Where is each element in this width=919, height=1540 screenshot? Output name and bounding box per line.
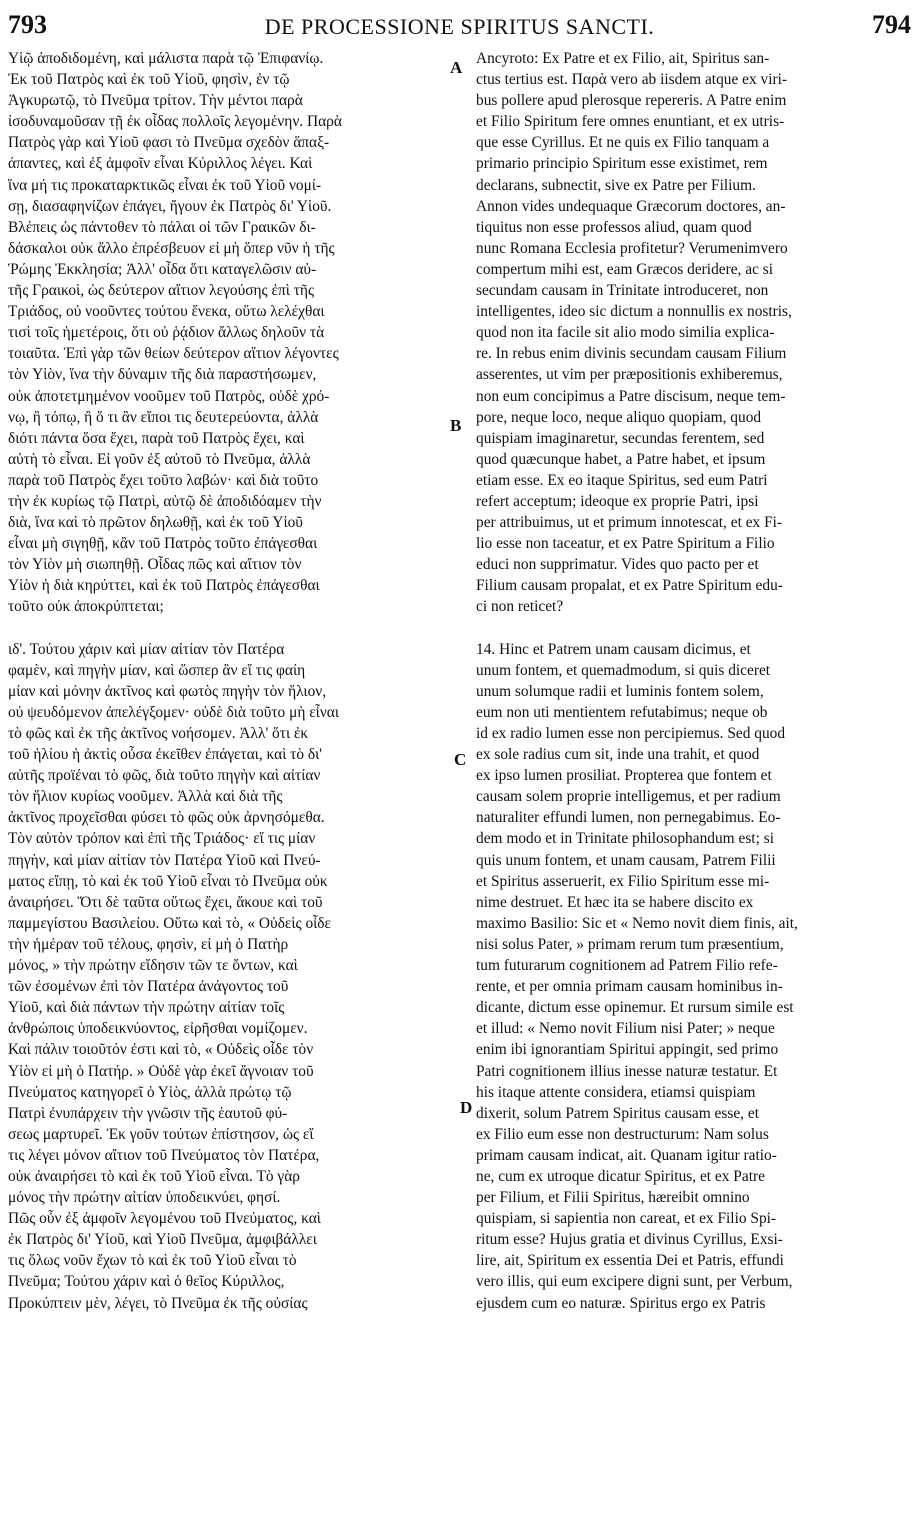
text-line: παμμεγίστου Βασιλείου. Οὕτω καὶ τὸ, « Οὐδεὶς οἶδε [8,914,332,932]
text-line: Τὸν αὐτὸν τρόπον καὶ ἐπὶ τῆς Τριάδος· εἴ τις μίαν [8,830,316,848]
text-line: παρὰ τοῦ Πατρὸς ἔχει τοῦτο λαβών· καὶ διὰ τοῦτο [8,471,319,489]
text-line: ex Filio eum esse non destructurum: Nam solus [476,1125,769,1143]
text-line: ἐκ Πατρὸς δι' Υἱοῦ, καὶ Υἱοῦ Πνεῦμα, ἀμφιβάλλει [8,1231,317,1249]
text-line: quis unum fontem, et unam causam, Patrem Filii [476,851,776,869]
text-line: τὸ φῶς καὶ ἐκ τῆς ἀκτῖνος νοήσομεν. Ἀλλ' ὅτι ἐκ [8,725,309,742]
text-line: asserentes, ut vim per præpositionis exhiberemus, [476,366,783,384]
page-number-left: 793 [8,10,47,39]
text-line: ex ipso lumen prosiliat. Propterea que fontem et [476,767,772,785]
text-line: compertum mihi est, eam Græcos deridere, ac si [476,260,774,278]
text-line: δάσκαλοι οὐκ ἄλλο ἐπρέσβευον εἰ μὴ ὅπερ νῦν ἡ τῆς [8,239,335,257]
text-line: σεως μαρτυρεῖ. Ἐκ γοῦν τούτων ἐπίστησον, ὡς εἴ [8,1125,314,1143]
paragraph-gap [476,618,906,639]
text-line: ejusdem cum eo naturæ. Spiritus ergo ex Patris [476,1294,766,1312]
text-line: enim ibi ignorantiam Spiritui appingit, sed primo [476,1041,779,1059]
text-line: educi non supprimatur. Vides quo pacto per et [476,556,759,574]
text-line: non eum concipimus a Patre discisum, neque tem- [476,387,786,405]
text-line: τῆς Γραικοὶ, ὡς δεύτερον αἴτιον λεγούσης ἐπὶ τῆς [8,282,315,300]
text-line: Πατρὸς γὰρ καὶ Υἱοῦ φασι τὸ Πνεῦμα σχεδὸν ἅπαξ- [8,134,330,152]
text-line: secundam causam in Trinitate introduceret, non [476,282,769,300]
text-line: τις ὅλως νοῦν ἔχων τὸ καὶ ἐκ τοῦ Υἱοῦ εἶναι τὸ [8,1252,297,1270]
text-line: primario principio Spiritum esse existimet, rem [476,155,768,173]
text-line: ctus tertius est. Παρὰ vero ab iisdem atque ex viri- [476,71,788,89]
text-line: Υἱοῦ, καὶ διὰ πάντων τὴν πρώτην αἰτίαν τοῖς [8,999,285,1017]
text-line: διότι πάντα ὅσα ἔχει, παρὰ τοῦ Πατρὸς ἔχει, καὶ [8,429,305,447]
text-line: Ἐκ τοῦ Πατρὸς καὶ ἐκ τοῦ Υἱοῦ, φησὶν, ἐν τῷ [8,71,290,89]
text-line: μόνος τὴν πρώτην αἰτίαν ὑποδεικνύει, φησί. [8,1189,281,1207]
text-line: naturaliter effundi lumen, non pernegabimus. Eo- [476,809,781,827]
text-line: Patri cognitionem illius inesse naturæ testatur. Et [476,1062,778,1080]
text-line: tum futurarum cognitionem ad Patrem Filio refe- [476,957,778,975]
text-line: bus pollere apud plerosque repereris. A Patre enim [476,92,787,110]
text-line: quod non ita facile sit alio modo similia explica- [476,324,775,342]
text-line: τοῦτο οὐκ ἀποκρύπτεται; [8,598,164,616]
text-line: σῃ, διασαφηνίζων ἐπάγει, ἤγουν ἐκ Πατρὸς δι' Υἱοῦ. [8,197,332,215]
text-line: τῶν ἐσομένων ἐπὶ τὸν Πατέρα ἀνάγοντος τοῦ [8,978,289,996]
latin-column [476,48,906,1314]
text-line: ιδ'. Τούτου χάριν καὶ μίαν αἰτίαν τὸν Πατέρα [8,640,285,658]
text-line: id ex radio lumen esse non percipiemus. Sed quod [476,725,786,742]
text-line: τὴν ἐκ κυρίως τῷ Πατρὶ, αὐτῷ δὲ ἀποδιδόαμεν τὴν [8,492,322,510]
text-line: declarans, subnectit, sive ex Patre per Filium. [476,176,756,194]
text-line: οὐ ψευδόμενον ἀπελέγξομεν· οὐδὲ διὰ τοῦτο μὴ εἶναι [8,703,339,721]
text-line: τὸν Υἱὸν μὴ σιωπηθῇ. Οἶδας πῶς καὶ αἴτιον τὸν [8,556,302,574]
text-line: Προκύπτειν μὲν, λέγει, τὸ Πνεῦμα ἐκ τῆς οὐσίας [8,1294,308,1312]
text-line: eum non uti mentientem refutabimus; neque ob [476,703,768,721]
text-line: Υἱῷ ἀποδιδομένη, καὶ μάλιστα παρὰ τῷ Ἐπιφανίῳ. [8,50,324,67]
text-line: nime destruet. Et hæc ita se habere discito ex [476,893,754,911]
text-line: τὸν ἥλιον κυρίως νοοῦμεν. Ἀλλὰ καὶ διὰ τῆς [8,788,283,806]
text-line: ἰσοδυναμοῦσαν τῇ ἐκ οἶδας πολλοῖς λεγομένην. Παρὰ [8,113,342,131]
text-line: pore, neque loco, neque aliquo quopiam, quod [476,408,762,426]
text-line: et illud: « Nemo novit Filium nisi Pater; » neque [476,1020,775,1038]
text-line: Ancyroto: Ex Patre et ex Filio, ait, Spiritus san- [476,50,770,67]
running-title: DE PROCESSIONE SPIRITUS SANCTI. [264,14,655,39]
text-line: αὐτὴ τὸ εἶναι. Εἰ γοῦν ἐξ αὐτοῦ τὸ Πνεῦμα, ἀλλὰ [8,450,311,468]
text-line: οὐκ ἀναιρήσει τὸ καὶ ἐκ τοῦ Υἱοῦ εἶναι. Τὸ γὰρ [8,1167,300,1185]
text-line: primam causam indicat, ait. Quanam igitur ratio- [476,1146,777,1164]
text-line: φαμὲν, καὶ πηγὴν μίαν, καὶ ὥσπερ ἂν εἴ τις φαίη [8,661,306,679]
text-line: Πνεῦμα; Τούτου χάριν καὶ ὁ θεῖος Κύριλλος, [8,1273,285,1291]
text-line: re. In rebus enim divinis secundam causam Filium [476,345,787,363]
text-line: μόνος, » τὴν πρώτην εἴδησιν τῶν τε ὄντων, καὶ [8,957,298,975]
text-line: quispiam imaginaretur, secundas ferentem, sed [476,429,765,447]
text-line: άπαντες, καὶ ἐξ ἀμφοῖν εἶναι Κύριλλος λέγει. Καὶ [8,155,313,173]
text-line: dicante, dictum esse opinemur. Et rursum simile est [476,999,794,1017]
text-line: refert acceptum; ideoque ex proprie Patri, ipsi [476,492,759,510]
text-line: rente, et per omnia primam causam hominibus in- [476,978,783,996]
text-line: Υἱὸν ἡ διὰ κηρύττει, καὶ ἐκ τοῦ Πατρὸς ἐπάγεσθαι [8,577,320,595]
text-line: lio esse non taceatur, et ex Patre Spiritum a Filio [476,535,775,553]
text-line: Ἀγκυρωτῷ, τὸ Πνεῦμα τρίτον. Τὴν μέντοι παρὰ [8,92,303,110]
text-line: τισὶ τοῖς ἡμετέροις, ὅτι οὐ ῥᾴδιον ἄλλως δηλοῦν τὰ [8,324,325,342]
text-line: Τριάδος, οὐ νοοῦντες τούτου ἕνεκα, οὕτω λελέχθαι [8,303,325,321]
text-line: πηγὴν, καὶ μίαν αἰτίαν τὸν Πατέρα Υἱοῦ καὶ Πνεύ- [8,851,321,869]
running-header [0,6,919,46]
text-line: τὸν Υἱὸν, ἵνα τὴν δύναμιν τῆς διὰ παραστήσωμεν, [8,366,317,384]
text-line: ci non reticet? [476,598,564,616]
paragraph-gap [8,618,438,639]
text-line: lire, ait, Spiritum ex essentia Dei et Patris, effundi [476,1252,784,1270]
text-line: per Filium, et Filii Spiritus, hæreibit omnino [476,1189,750,1207]
text-line: νῳ, ἢ τόπῳ, ἢ ὅ τι ἂν εἴποι τις δευτερεύοντα, ἀλλὰ [8,408,319,426]
text-line: ἀκτῖνος προχεῖσθαι φύσει τὸ φῶς οὐκ ἀρνησόμεθα. [8,809,325,827]
text-line: Πῶς οὖν ἐξ ἀμφοῖν λεγομένου τοῦ Πνεύματος, καὶ [8,1210,321,1228]
text-line: intelligentes, ideo sic dictum a nonnullis ex nostris, [476,303,792,321]
text-line: quispiam, si sapientia non careat, et ex Filio Spi- [476,1210,777,1228]
text-line: que esse Cyrillus. Et ne quis ex Filio tanquam a [476,134,770,152]
text-line: Βλέπεις ὡς πάντοθεν τὸ πάλαι οἱ τῶν Γραικῶν δι- [8,218,316,236]
text-line: 14. Hinc et Patrem unam causam dicimus, et [476,640,751,658]
page-number-right: 794 [872,10,911,39]
text-line: nunc Romana Ecclesia profitetur? Verumenimvero [476,239,788,257]
text-line: τοῦ ἡλίου ἡ ἀκτὶς οὖσα ἐκεῖθεν ἐπάγεται, καὶ τὸ δι' [8,746,323,764]
text-line: ἀναιρήσει. Ὅτι δὲ ταῦτα οὕτως ἔχει, ἄκουε καὶ τοῦ [8,893,323,911]
text-line: ex sole radius cum sit, inde una trahit, et quod [476,746,760,764]
margin-letter-b: B [450,416,462,435]
text-line: μίαν καὶ μόνην ἀκτῖνος καὶ φωτὸς πηγὴν τὸν ἥλιον, [8,682,327,700]
text-line: οὐκ ἀποτετμημένον νοοῦμεν τοῦ Πατρὸς, οὐδὲ χρό- [8,387,330,405]
text-line: causam solem proprie intelligemus, et per radium [476,788,781,806]
text-line: τις λέγει μόνον αἴτιον τοῦ Πνεύματος τὸν Πατέρα, [8,1146,320,1164]
text-line: quod quæcunque habet, a Patre habet, et ipsum [476,450,766,468]
text-line: et Filio Spiritum fere omnes enuntiant, et ex utris- [476,113,785,131]
text-line: et Spiritus asseruerit, ex Filio Spiritum esse mi- [476,872,770,890]
text-line: Annon vides undequaque Græcorum doctores, an- [476,197,786,215]
text-line: tiquitus non esse professos aliud, quam quod [476,218,752,236]
text-line: his itaque attente considera, etiamsi quispiam [476,1083,756,1101]
text-line: τοιαῦτα. Ἐπὶ γὰρ τῶν θείων δεύτερον αἴτιον λέγοντες [8,345,339,363]
text-line: vero illis, qui eum excipere digni sunt, per Verbum, [476,1273,793,1291]
text-line: Πατρὶ ἐνυπάρχειν τὴν γνῶσιν τῆς ἑαυτοῦ φύ- [8,1104,288,1122]
text-line: Ῥώμης Ἐκκλησία; Ἀλλ' οἶδα ὅτι καταγελῶσιν αὐ- [8,260,317,278]
greek-column [8,48,438,1314]
text-line: ἀνθρώποις ὑποδεικνύοντος, εἰρῆσθαι νομίζομεν. [8,1020,308,1038]
text-line: Πνεύματος κατηγορεῖ ὁ Υἱὸς, ἀλλὰ πρώτῳ τῷ [8,1083,292,1101]
text-line: dixerit, solum Patrem Spiritus causam esse, et [476,1104,759,1122]
text-line: ne, cum ex utroque dicatur Spiritus, et ex Patre [476,1167,765,1185]
text-line: Υἱὸν εἰ μὴ ὁ Πατήρ. » Οὐδὲ γὰρ ἐκεῖ ἄγνοιαν τοῦ [8,1062,314,1080]
text-line: εἶναι μὴ σιγηθῇ, κἂν τοῦ Πατρὸς τοῦτο ἐπάγεσθαι [8,535,318,553]
text-line: αὐτῆς προϊέναι τὸ φῶς, διὰ τοῦτο πηγὴν καὶ αἰτίαν [8,767,321,785]
text-line: etiam esse. Ex eo itaque Spiritus, sed eum Patri [476,471,768,489]
text-line: Καὶ πάλιν τοιοῦτόν ἐστι καὶ τὸ, « Οὐδεὶς οἶδε τὸν [8,1041,314,1059]
margin-letter-c: C [454,750,467,769]
text-line: ἵνα μή τις προκαταρκτικῶς εἶναι ἐκ τοῦ Υἱοῦ νομί- [8,176,322,194]
text-line: διὰ, ἵνα καὶ τὸ πρῶτον δηλωθῇ, καὶ ἐκ τοῦ Υἱοῦ [8,514,303,532]
margin-letter-a: A [450,58,463,77]
text-line: unum fontem, et quemadmodum, si quis diceret [476,661,771,679]
text-line: ματος εἴπῃ, τὸ καὶ ἐκ τοῦ Υἱοῦ εἶναι τὸ Πνεῦμα οὐκ [8,872,328,890]
text-line: per attribuimus, ut et primum innotescat, et ex Fi- [476,514,783,532]
text-line: unum solumque radii et luminis fontem solem, [476,682,764,700]
text-line: τὴν ἡμέραν τοῦ τέλους, φησὶν, εἰ μὴ ὁ Πατὴρ [8,935,289,953]
text-line: nisi solus Pater, » primam rerum tum præsentium, [476,935,784,953]
text-line: ritum esse? Hujus gratia et divinus Cyrillus, Exsi- [476,1231,783,1249]
margin-letter-d: D [460,1098,473,1117]
text-line: Filium causam propalat, et ex Patre Spiritum edu- [476,577,783,595]
text-line: dem modo et in Trinitate philosophandum est; si [476,830,774,848]
text-line: maximo Basilio: Sic et « Nemo novit diem finis, ait, [476,914,798,932]
